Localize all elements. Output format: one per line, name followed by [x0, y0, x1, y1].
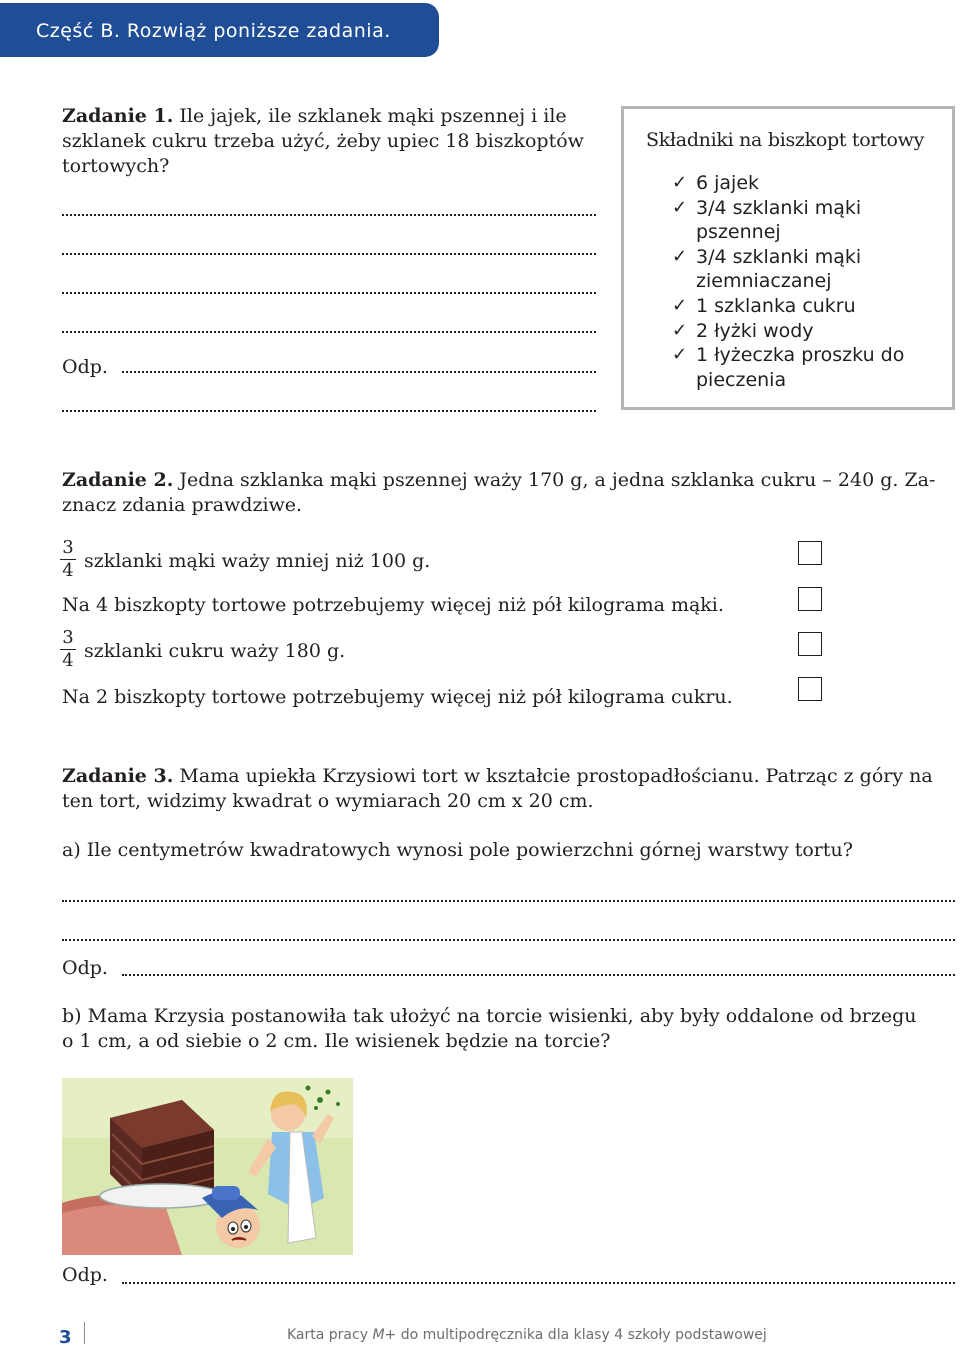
task3-text-2: ten tort, widzimy kwadrat o wymiarach 20 cm x 20 cm.	[62, 790, 594, 812]
footer-text-italic: M+	[372, 1327, 397, 1343]
answer-line[interactable]	[122, 371, 596, 373]
task3-text-1: Mama upiekła Krzysiowi tort w kształcie prostopadłościanu. Patrząc z góry na	[179, 765, 933, 787]
task3-answer-label-b: Odp.	[62, 1264, 108, 1286]
answer-line[interactable]	[62, 292, 596, 294]
answer-line[interactable]	[62, 214, 596, 216]
checkmark-icon: ✓	[672, 294, 688, 316]
ingredient-label: 3/4 szklanki mąki ziemniaczanej	[696, 245, 862, 293]
task2-text-2: znacz zdania prawdziwe.	[62, 494, 303, 516]
task1-answer-label: Odp.	[62, 356, 108, 378]
section-header	[0, 3, 439, 57]
fraction-denominator: 4	[62, 560, 74, 581]
task1-text-1: Ile jajek, ile szklanek mąki pszennej i ile	[179, 105, 567, 127]
ingredient-item	[672, 343, 942, 392]
statement-4-checkbox[interactable]	[798, 677, 822, 701]
task2-label: Zadanie 2.	[62, 469, 174, 491]
statement-4: Na 2 biszkopty tortowe potrzebujemy więcej niż pół kilograma cukru.	[62, 686, 733, 708]
answer-line[interactable]	[62, 331, 596, 333]
task1-line1	[62, 104, 567, 129]
ingredient-label: 3/4 szklanki mąki pszennej	[696, 196, 862, 244]
page-number: 3	[59, 1327, 72, 1348]
ingredient-label: 2 łyżki wody	[696, 319, 814, 342]
ingredient-item	[672, 196, 942, 245]
ingredient-label: 6 jajek	[696, 172, 760, 194]
task2-line1	[62, 468, 935, 493]
cake-cartoon-illustration	[62, 1078, 353, 1255]
footer-divider	[84, 1322, 85, 1344]
ingredient-label: 1 szklanka cukru	[696, 294, 856, 317]
section-title: Część B. Rozwiąż poniższe zadania.	[36, 20, 391, 42]
task1-text-2: szklanek cukru trzeba użyć, żeby upiec 18 biszkoptów	[62, 130, 584, 152]
task3-question-b-2: o 1 cm, a od siebie o 2 cm. Ile wisienek będzie na torcie?	[62, 1030, 611, 1052]
statement-3-checkbox[interactable]	[798, 632, 822, 656]
answer-line[interactable]	[62, 939, 955, 941]
ingredients-title: Składniki na biszkopt tortowy	[646, 129, 925, 151]
fraction-denominator: 4	[62, 650, 74, 671]
task1-label: Zadanie 1.	[62, 105, 174, 127]
task3-answer-label-a: Odp.	[62, 957, 108, 979]
fraction-numerator: 3	[60, 629, 76, 650]
answer-line[interactable]	[62, 253, 596, 255]
fraction	[60, 539, 76, 580]
statement-3: szklanki cukru waży 180 g.	[84, 640, 346, 662]
task2-text-1: Jedna szklanka mąki pszennej waży 170 g, a jedna szklanka cukru – 240 g. Za-	[179, 469, 936, 491]
task3-question-b-1: b) Mama Krzysia postanowiła tak ułożyć na torcie wisienki, aby były oddalone od brzegu	[62, 1005, 917, 1027]
answer-line[interactable]	[62, 900, 955, 902]
checkmark-icon: ✓	[672, 172, 688, 193]
answer-line[interactable]	[122, 1282, 955, 1284]
cartoon-svg	[62, 1078, 353, 1255]
task3-question-a: a) Ile centymetrów kwadratowych wynosi pole powierzchni górnej warstwy tortu?	[62, 839, 853, 861]
ingredient-item	[672, 319, 942, 344]
ingredients-list	[672, 171, 942, 392]
task3-label: Zadanie 3.	[62, 765, 174, 787]
task1-text-3: tortowych?	[62, 155, 170, 177]
statement-1: szklanki mąki waży mniej niż 100 g.	[84, 550, 431, 572]
ingredient-item	[672, 294, 942, 319]
answer-line[interactable]	[122, 974, 955, 976]
footer-text-after: do multipodręcznika dla klasy 4 szkoły podstawowej	[396, 1327, 767, 1343]
checkmark-icon: ✓	[672, 245, 688, 267]
task3-line1	[62, 764, 933, 789]
ingredients-box	[621, 106, 955, 410]
checkmark-icon: ✓	[672, 319, 688, 341]
fraction	[60, 629, 76, 670]
ingredient-label: 1 łyżeczka proszku do pieczenia	[696, 344, 905, 391]
checkmark-icon: ✓	[672, 196, 688, 218]
footer-text-before: Karta pracy	[287, 1327, 373, 1343]
statement-1-checkbox[interactable]	[798, 541, 822, 565]
statement-2: Na 4 biszkopty tortowe potrzebujemy więcej niż pół kilograma mąki.	[62, 594, 724, 616]
statement-2-checkbox[interactable]	[798, 587, 822, 611]
ingredient-item	[672, 171, 942, 196]
ingredient-item	[672, 245, 942, 294]
checkmark-icon: ✓	[672, 344, 688, 366]
footer-text	[287, 1327, 767, 1343]
answer-line[interactable]	[62, 410, 596, 412]
fraction-numerator: 3	[60, 539, 76, 560]
